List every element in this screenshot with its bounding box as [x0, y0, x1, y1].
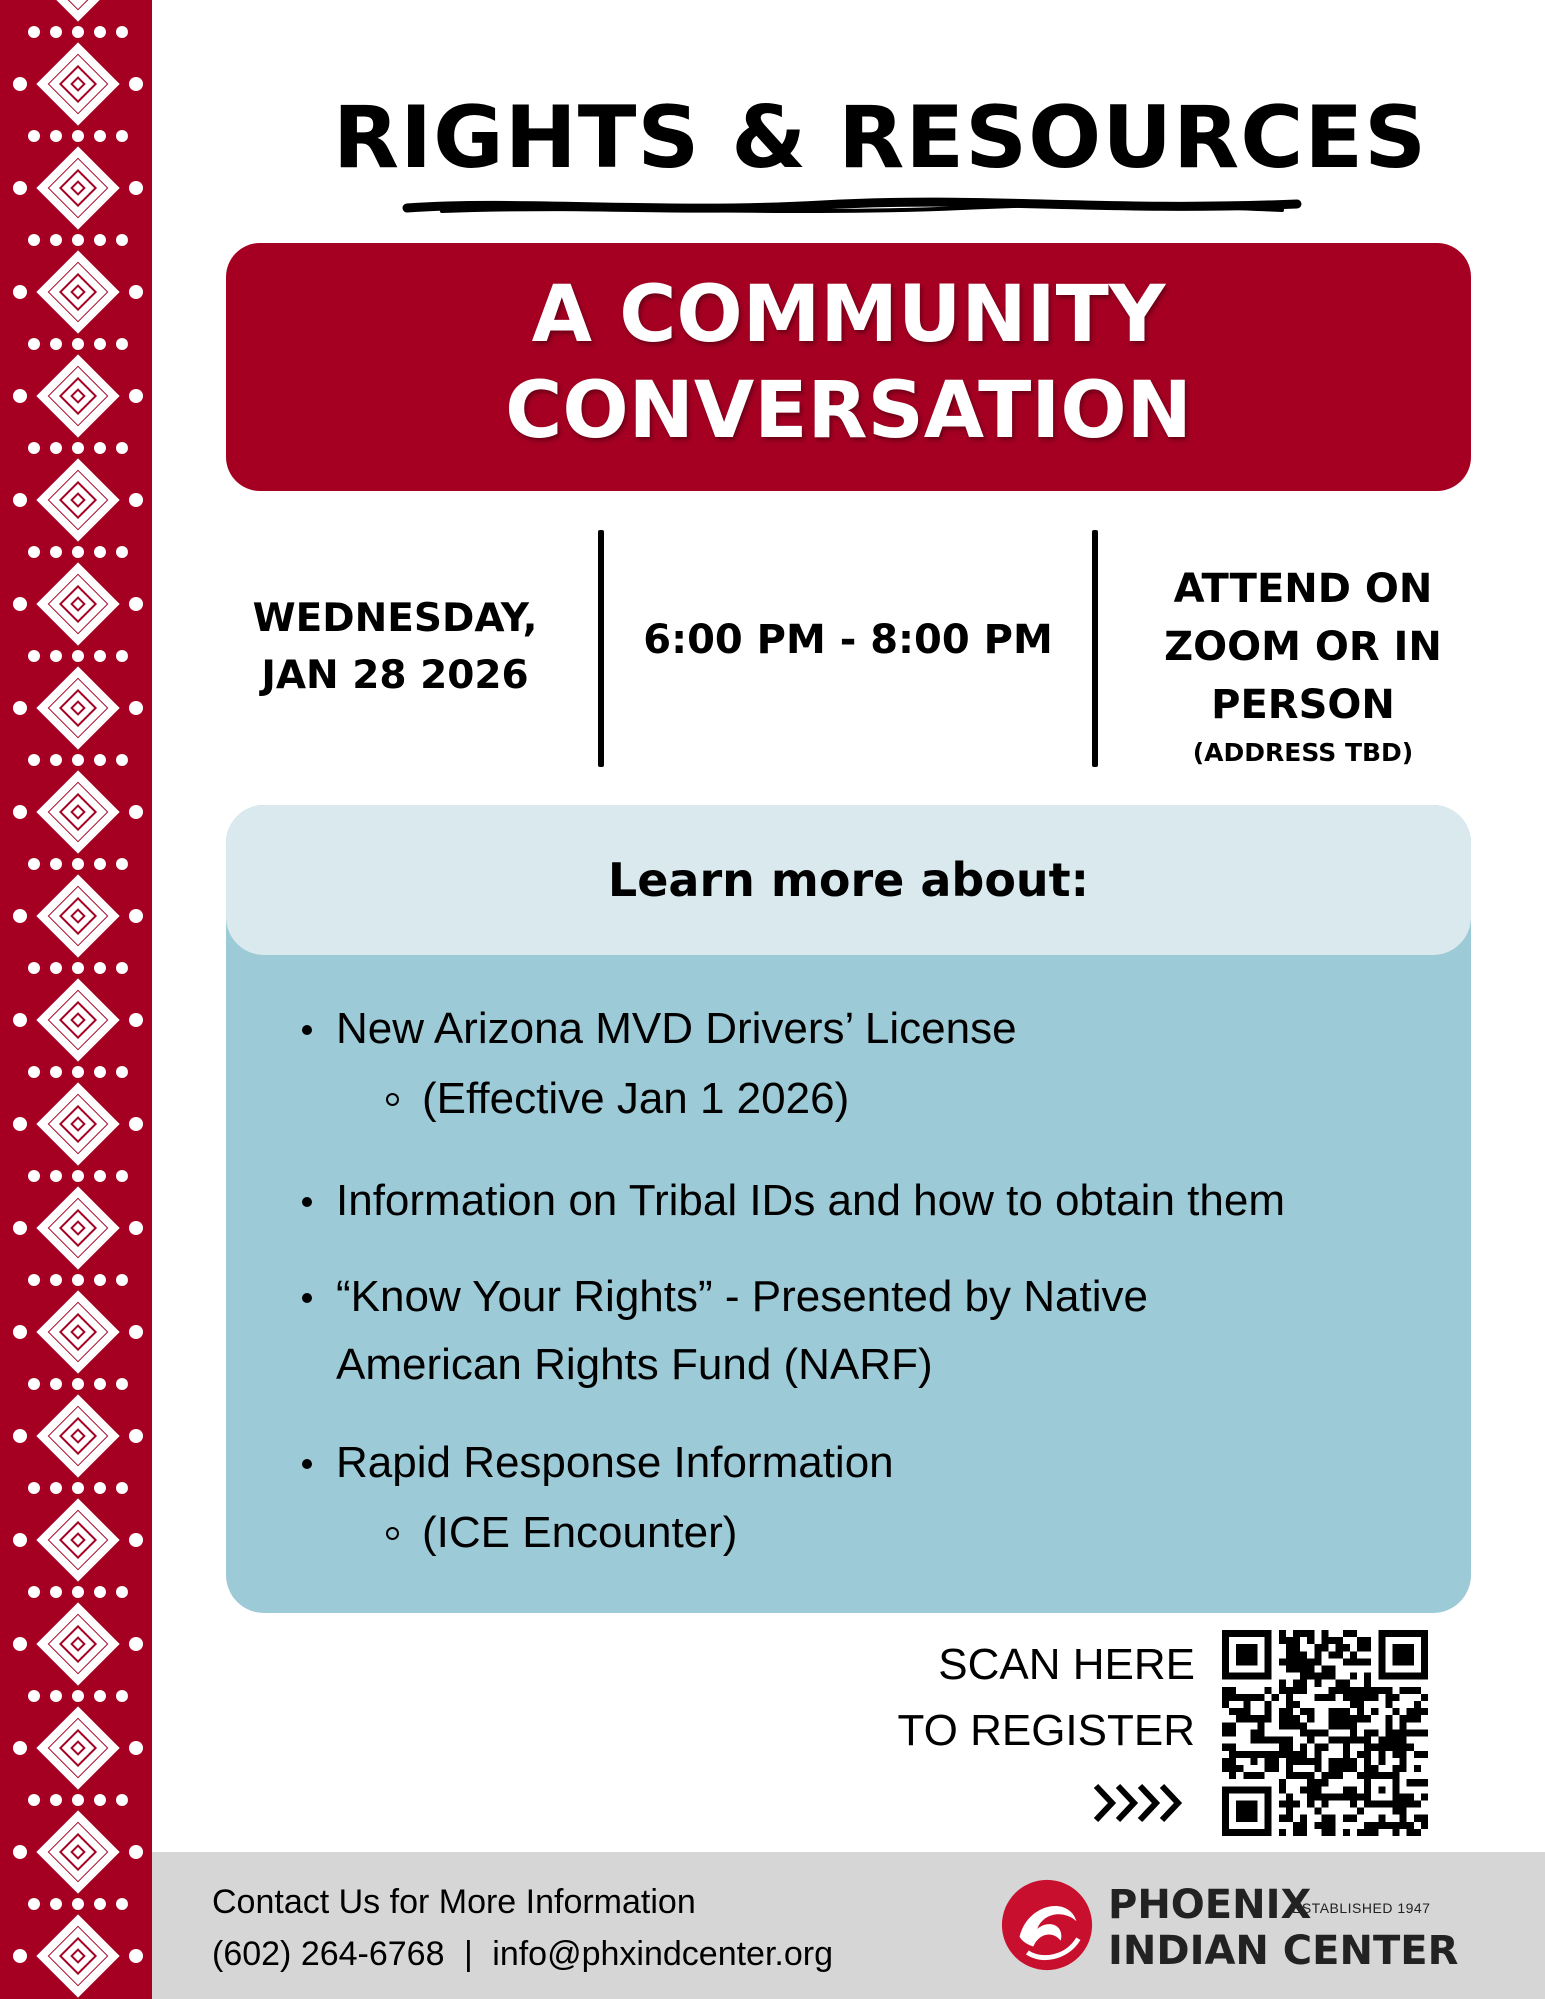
list-subitem [422, 1499, 1322, 1567]
learn-more-box [226, 805, 1471, 1613]
attendance-info [1138, 560, 1468, 734]
contact-info [212, 1876, 833, 1980]
attend-line-3: PERSON [1211, 682, 1395, 728]
scan-line-1: SCAN HERE [938, 1640, 1195, 1689]
phoenix-logo-icon [998, 1876, 1096, 1974]
bullet-icon [302, 1025, 312, 1035]
attend-line-1: ATTEND ON [1173, 566, 1433, 612]
qr-code-icon[interactable] [1222, 1630, 1428, 1836]
event-banner [226, 243, 1471, 491]
bullet-icon [302, 1459, 312, 1469]
list-item-text: Rapid Response Information [336, 1438, 894, 1487]
diamond-pattern-icon [0, 0, 152, 1999]
list-item [336, 1263, 1436, 1399]
list-subitem-text: (Effective Jan 1 2026) [422, 1074, 850, 1123]
list-item-text: “Know Your Rights” - Presented by Native [336, 1272, 1148, 1321]
list-item-text: New Arizona MVD Drivers’ License [336, 1004, 1017, 1053]
divider [1092, 530, 1098, 767]
decorative-pattern-band [0, 0, 152, 1999]
event-time: 6:00 PM - 8:00 PM [643, 617, 1053, 663]
scan-line-2: TO REGISTER [897, 1706, 1195, 1755]
org-name-line-1: PHOENIX [1108, 1882, 1312, 1928]
phone-number[interactable]: (602) 264-6768 [212, 1935, 445, 1973]
contact-details [212, 1928, 833, 1980]
banner-line-1: A COMMUNITY [531, 270, 1166, 360]
separator: | [463, 1935, 473, 1973]
established-note: ESTABLISHED 1947 [1292, 1900, 1431, 1916]
bullet-icon [302, 1197, 312, 1207]
list-subitem-text: (ICE Encounter) [422, 1508, 738, 1557]
date-line-1: WEDNESDAY, [252, 596, 538, 641]
list-item [336, 1429, 1436, 1497]
email-link[interactable]: info@phxindcenter.org [492, 1935, 833, 1973]
learn-heading: Learn more about: [226, 805, 1471, 955]
contact-heading: Contact Us for More Information [212, 1883, 696, 1921]
register-prompt [880, 1632, 1195, 1764]
list-item-text: Information on Tribal IDs and how to obtain them [336, 1176, 1285, 1225]
brush-underline [402, 196, 1302, 220]
list-item [336, 995, 1436, 1063]
circle-bullet-icon [386, 1527, 399, 1540]
divider [598, 530, 604, 767]
chevron-arrows-icon [1090, 1778, 1190, 1828]
footer [152, 1852, 1545, 1999]
event-date [230, 590, 560, 704]
attend-line-2: ZOOM OR IN [1164, 624, 1442, 670]
date-line-2: JAN 28 2026 [261, 653, 529, 698]
list-subitem [422, 1065, 1322, 1133]
address-note: (ADDRESS TBD) [1192, 738, 1414, 767]
list-item [336, 1167, 1436, 1235]
bullet-icon [302, 1293, 312, 1303]
list-item-text: American Rights Fund (NARF) [336, 1340, 933, 1389]
circle-bullet-icon [386, 1093, 399, 1106]
page-title: RIGHTS & RESOURCES [332, 88, 1428, 188]
org-name-line-2: INDIAN CENTER [1108, 1928, 1459, 1974]
banner-line-2: CONVERSATION [505, 366, 1192, 456]
